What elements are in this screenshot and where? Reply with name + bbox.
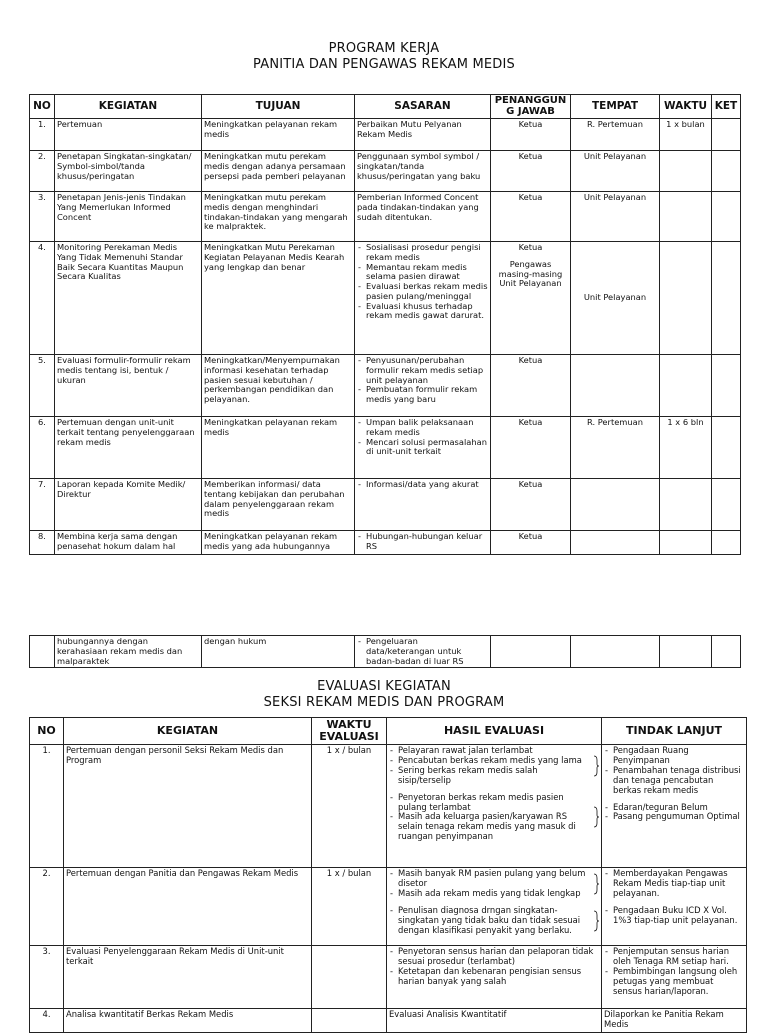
header-no: NO xyxy=(30,718,64,745)
row-kegiatan: Analisa kwantitatif Berkas Rekam Medis xyxy=(64,1009,312,1033)
row-waktu xyxy=(660,355,712,417)
row-no: 4. xyxy=(30,1009,64,1033)
row-no: 1. xyxy=(30,119,55,151)
row-no: 2. xyxy=(30,868,64,946)
row-penanggung-jawab: Ketua xyxy=(491,192,571,242)
row-tujuan: Meningkatkan mutu perekam medis dengan menghindari tindakan-tindakan yang mengarah ke malpraktek. xyxy=(202,192,355,242)
sasaran-item: - Memantau rekam medis selama pasien dirawat xyxy=(357,263,488,283)
row-penanggung-jawab: Ketua xyxy=(491,119,571,151)
row-tempat: Unit Pelayanan xyxy=(571,192,660,242)
sasaran-item: - Evaluasi berkas rekam medis pasien pulang/meninggal xyxy=(357,282,488,302)
row-ket xyxy=(712,531,741,555)
program-kerja-table-continued xyxy=(29,635,741,668)
hasil-item: - Sering berkas rekam medis salah sisip/terselip xyxy=(389,766,592,786)
table-row xyxy=(30,151,741,192)
row-no: 1. xyxy=(30,745,64,868)
row-waktu xyxy=(660,636,712,668)
row-tujuan: Meningkatkan pelayanan rekam medis xyxy=(202,417,355,479)
row-no: 5. xyxy=(30,355,55,417)
table-row xyxy=(30,1009,747,1033)
table-row xyxy=(30,868,747,946)
hasil-item: - Masih ada rekam medis yang tidak lengkap xyxy=(389,889,592,899)
row-tindak-lanjut xyxy=(602,868,747,946)
tindak-item: - Pengadaan Ruang Penyimpanan xyxy=(604,746,744,766)
row-tempat xyxy=(571,636,660,668)
row-tujuan: Meningkatkan mutu perekam medis dengan adanya persamaan persepsi pada pemberi pelayanan xyxy=(202,151,355,192)
row-ket xyxy=(712,479,741,531)
header-penanggung-jawab: PENANGGUN G JAWAB xyxy=(491,95,571,119)
row-penanggung-jawab: Ketua xyxy=(491,151,571,192)
row-tujuan: Meningkatkan pelayanan rekam medis xyxy=(202,119,355,151)
sasaran-item: - Mencari solusi permasalahan di unit-unit terkait xyxy=(357,438,488,458)
right-brace-icon xyxy=(593,755,599,777)
row-sasaran xyxy=(355,636,491,668)
tindak-item: - Penambahan tenaga distribusi dan tenaga pencabutan berkas rekam medis xyxy=(604,766,744,796)
hasil-item: - Masih ada keluarga pasien/karyawan RS selain tenaga rekam medis yang masuk di ruangan penyimpanan xyxy=(389,812,592,842)
row-penanggung-jawab: Ketua xyxy=(491,355,571,417)
hasil-item: - Pencabutan berkas rekam medis yang lama xyxy=(389,756,592,766)
table-row xyxy=(30,745,747,868)
row-sasaran xyxy=(355,242,491,355)
tindak-item: - Pasang pengumuman Optimal xyxy=(604,812,744,822)
row-no: 3. xyxy=(30,192,55,242)
sasaran-item: - Sosialisasi prosedur pengisi rekam medis xyxy=(357,243,488,263)
row-tempat: R. Pertemuan xyxy=(571,119,660,151)
row-hasil-evaluasi xyxy=(387,868,602,946)
row-kegiatan: Penetapan Jenis-jenis Tindakan Yang Memerlukan Informed Concent xyxy=(55,192,202,242)
tindak-item: - Pengadaan Buku ICD X Vol. 1%3 tiap-tiap unit pelayanan. xyxy=(604,906,744,926)
row-hasil-evaluasi xyxy=(387,745,602,868)
hasil-group xyxy=(389,746,599,786)
tindak-item: - Penjemputan sensus harian oleh Tenaga RM setiap hari. xyxy=(604,947,744,967)
row-tindak-lanjut: Dilaporkan ke Panitia Rekam Medis xyxy=(602,1009,747,1033)
sasaran-item: - Pembuatan formulir rekam medis yang baru xyxy=(357,385,488,405)
hasil-item: - Ketetapan dan kebenaran pengisian sensus harian banyak yang salah xyxy=(389,967,599,987)
sasaran-item: - Hubungan-hubungan keluar RS xyxy=(357,532,488,552)
table-header-row xyxy=(30,718,747,745)
row-no xyxy=(30,636,55,668)
row-sasaran xyxy=(355,531,491,555)
row-no: 2. xyxy=(30,151,55,192)
row-waktu xyxy=(660,192,712,242)
right-brace-icon xyxy=(593,806,599,828)
header-sasaran: SASARAN xyxy=(355,95,491,119)
row-kegiatan: Laporan kepada Komite Medik/ Direktur xyxy=(55,479,202,531)
table-row xyxy=(30,355,741,417)
right-brace-icon xyxy=(593,910,599,932)
header-ket: KET xyxy=(712,95,741,119)
row-kegiatan: Pertemuan dengan personil Seksi Rekam Medis dan Program xyxy=(64,745,312,868)
hasil-item: - Penyetoran berkas rekam medis pasien pulang terlambat xyxy=(389,793,592,813)
row-no: 8. xyxy=(30,531,55,555)
header-kegiatan: KEGIATAN xyxy=(64,718,312,745)
row-penanggung-jawab: Ketua xyxy=(491,417,571,479)
row-kegiatan: Evaluasi formulir-formulir rekam medis tentang isi, bentuk / ukuran xyxy=(55,355,202,417)
program-kerja-table xyxy=(29,94,741,555)
header-tindak-lanjut: TINDAK LANJUT xyxy=(602,718,747,745)
row-no: 3. xyxy=(30,946,64,1009)
header-kegiatan: KEGIATAN xyxy=(55,95,202,119)
header-hasil-evaluasi: HASIL EVALUASI xyxy=(387,718,602,745)
evaluasi-table xyxy=(29,717,747,1033)
row-kegiatan: Monitoring Perekaman Medis Yang Tidak Memenuhi Standar Baik Secara Kuantitas Maupun Secara Kualitas xyxy=(55,242,202,355)
row-no: 4. xyxy=(30,242,55,355)
hasil-group xyxy=(389,793,599,843)
row-waktu-evaluasi xyxy=(312,1009,387,1033)
table-row xyxy=(30,531,741,555)
row-waktu: 1 x bulan xyxy=(660,119,712,151)
sasaran-item: - Pengeluaran data/keterangan untuk badan-badan di luar RS xyxy=(357,637,488,666)
row-ket xyxy=(712,417,741,479)
row-waktu xyxy=(660,479,712,531)
row-penanggung-jawab: Ketua xyxy=(491,479,571,531)
row-sasaran xyxy=(355,417,491,479)
tindak-item: - Pembimbingan langsung oleh petugas yang membuat sensus harian/laporan. xyxy=(604,967,744,997)
right-brace-icon xyxy=(593,873,599,895)
hasil-group xyxy=(389,906,599,936)
row-tujuan: Meningkatkan Mutu Perekaman Kegiatan Pelayanan Medis Kearah yang lengkap dan benar xyxy=(202,242,355,355)
row-waktu xyxy=(660,242,712,355)
row-sasaran: Penggunaan symbol symbol / singkatan/tanda khusus/peringatan yang baku xyxy=(355,151,491,192)
header-no: NO xyxy=(30,95,55,119)
hasil-item: - Pelayaran rawat jalan terlambat xyxy=(389,746,592,756)
hasil-group xyxy=(389,869,599,899)
table-row xyxy=(30,636,741,668)
row-waktu: 1 x 6 bln xyxy=(660,417,712,479)
row-tujuan: Meningkatkan pelayanan rekam medis yang ada hubungannya xyxy=(202,531,355,555)
sasaran-item: - Informasi/data yang akurat xyxy=(357,480,488,490)
tindak-item: - Memberdayakan Pengawas Rekam Medis tiap-tiap unit pelayanan. xyxy=(604,869,744,899)
row-tindak-lanjut xyxy=(602,745,747,868)
table-header-row xyxy=(30,95,741,119)
header-waktu: WAKTU xyxy=(660,95,712,119)
sasaran-item: - Evaluasi khusus terhadap rekam medis gawat darurat. xyxy=(357,302,488,322)
row-tempat xyxy=(571,479,660,531)
header-tujuan: TUJUAN xyxy=(202,95,355,119)
table-row xyxy=(30,192,741,242)
sasaran-item: - Umpan balik pelaksanaan rekam medis xyxy=(357,418,488,438)
tindak-group xyxy=(604,803,744,823)
row-tindak-lanjut xyxy=(602,946,747,1009)
row-tujuan: dengan hukum xyxy=(202,636,355,668)
row-sasaran: Pemberian Informed Concent pada tindakan-tindakan yang sudah ditentukan. xyxy=(355,192,491,242)
row-ket xyxy=(712,192,741,242)
program-kerja-subtitle: PANITIA DAN PENGAWAS REKAM MEDIS xyxy=(253,57,515,72)
row-ket xyxy=(712,636,741,668)
header-tempat: TEMPAT xyxy=(571,95,660,119)
row-ket xyxy=(712,242,741,355)
row-tempat xyxy=(571,355,660,417)
row-waktu-evaluasi: 1 x / bulan xyxy=(312,868,387,946)
evaluasi-title: EVALUASI KEGIATAN xyxy=(317,679,451,694)
program-kerja-title: PROGRAM KERJA xyxy=(328,41,440,56)
table-row xyxy=(30,479,741,531)
row-kegiatan: Pertemuan dengan Panitia dan Pengawas Rekam Medis xyxy=(64,868,312,946)
row-no: 7. xyxy=(30,479,55,531)
hasil-item: - Masih banyak RM pasien pulang yang belum disetor xyxy=(389,869,592,889)
row-hasil-evaluasi: Evaluasi Analisis Kwantitatif xyxy=(387,1009,602,1033)
row-ket xyxy=(712,119,741,151)
row-ket xyxy=(712,151,741,192)
row-waktu-evaluasi: 1 x / bulan xyxy=(312,745,387,868)
row-kegiatan: hubungannya dengan kerahasiaan rekam medis dan malparaktek xyxy=(55,636,202,668)
row-no: 6. xyxy=(30,417,55,479)
row-penanggung-jawab xyxy=(491,636,571,668)
row-waktu-evaluasi xyxy=(312,946,387,1009)
row-kegiatan: Penetapan Singkatan-singkatan/ Symbol-simbol/tanda khusus/peringatan xyxy=(55,151,202,192)
table-row xyxy=(30,242,741,355)
row-waktu xyxy=(660,531,712,555)
sasaran-item: - Penyusunan/perubahan formulir rekam medis setiap unit pelayanan xyxy=(357,356,488,385)
row-sasaran xyxy=(355,355,491,417)
row-sasaran xyxy=(355,479,491,531)
row-penanggung-jawab xyxy=(491,242,571,355)
evaluasi-subtitle: SEKSI REKAM MEDIS DAN PROGRAM xyxy=(263,695,505,710)
row-tempat: Unit Pelayanan xyxy=(571,151,660,192)
row-tempat xyxy=(571,531,660,555)
table-row xyxy=(30,417,741,479)
table-row xyxy=(30,119,741,151)
hasil-item: - Penulisan diagnosa drngan singkatan-singkatan yang tidak baku dan tidak sesuai dengan klasifikasi penyakit yang berlaku. xyxy=(389,906,592,936)
row-waktu xyxy=(660,151,712,192)
row-tujuan: Memberikan informasi/ data tentang kebijakan dan perubahan dalam penyelenggaraan rekam medis xyxy=(202,479,355,531)
pj-line: Ketua xyxy=(518,242,543,252)
row-penanggung-jawab: Ketua xyxy=(491,531,571,555)
row-kegiatan: Pertemuan dengan unit-unit terkait tentang penyelenggaraan rekam medis xyxy=(55,417,202,479)
table-row xyxy=(30,946,747,1009)
row-tempat: Unit Pelayanan xyxy=(571,242,660,355)
row-kegiatan: Pertemuan xyxy=(55,119,202,151)
header-waktu-evaluasi: WAKTU EVALUASI xyxy=(312,718,387,745)
row-kegiatan: Membina kerja sama dengan penasehat hokum dalam hal xyxy=(55,531,202,555)
row-ket xyxy=(712,355,741,417)
tindak-item: - Edaran/teguran Belum xyxy=(604,803,744,813)
row-hasil-evaluasi xyxy=(387,946,602,1009)
row-sasaran: Perbaikan Mutu Pelyanan Rekam Medis xyxy=(355,119,491,151)
row-kegiatan: Evaluasi Penyelenggaraan Rekam Medis di Unit-unit terkait xyxy=(64,946,312,1009)
pj-line-2: Pengawas masing-masing Unit Pelayanan xyxy=(498,258,563,289)
hasil-item: - Penyetoran sensus harian dan pelaporan tidak sesuai prosedur (terlambat) xyxy=(389,947,599,967)
row-tempat: R. Pertemuan xyxy=(571,417,660,479)
row-tujuan: Meningkatkan/Menyempurnakan informasi kesehatan terhadap pasien sesuai kebutuhan / perkembangan pendidikan dan pelayanan. xyxy=(202,355,355,417)
